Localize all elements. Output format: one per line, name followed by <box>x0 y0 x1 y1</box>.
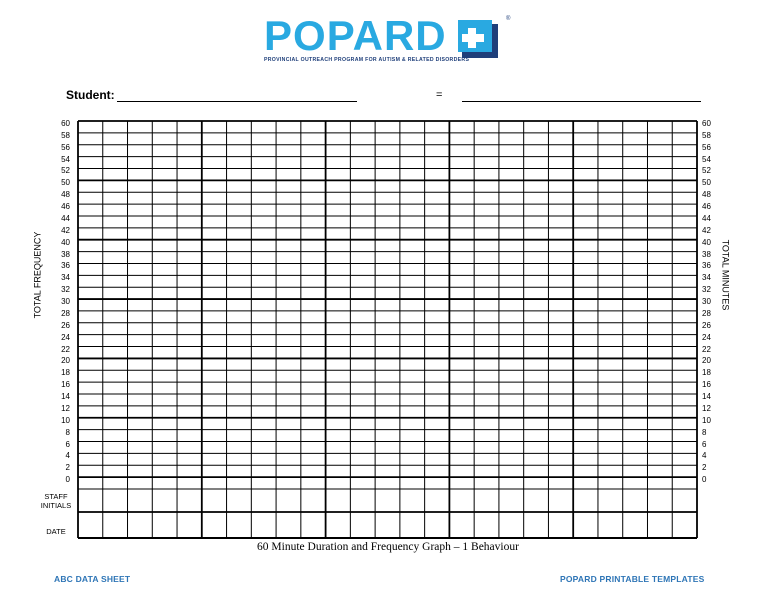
total-minutes-axis-label: TOTAL MINUTES <box>720 239 731 311</box>
right-axis-tick-label: 30 <box>702 297 711 307</box>
left-axis-tick-label: 40 <box>61 237 70 247</box>
left-axis-tick-label: 42 <box>61 225 70 235</box>
right-axis-tick-label: 46 <box>702 202 711 212</box>
total-frequency-axis-label: TOTAL FREQUENCY <box>32 231 43 319</box>
right-axis-tick-label: 4 <box>702 451 707 461</box>
left-axis-tick-label: 30 <box>61 297 70 307</box>
right-axis-tick-label: 16 <box>702 380 711 390</box>
left-axis-tick-label: 18 <box>61 368 70 378</box>
right-axis-tick-label: 52 <box>702 166 711 176</box>
right-axis-tick-label: 24 <box>702 332 711 342</box>
right-axis-tick-label: 26 <box>702 320 711 330</box>
staff-label-line2: INITIALS <box>40 501 72 510</box>
right-axis-tick-label: 2 <box>702 463 707 473</box>
right-axis-tick-label: 58 <box>702 130 711 140</box>
left-axis-tick-label: 32 <box>61 285 70 295</box>
right-axis-tick-label: 60 <box>702 119 711 128</box>
right-axis-tick-label: 10 <box>702 415 711 425</box>
staff-initials-label <box>38 492 74 510</box>
right-axis-tick-label: 42 <box>702 225 711 235</box>
left-axis-tick-label: 44 <box>61 213 70 223</box>
left-axis-tick-label: 6 <box>65 439 70 449</box>
left-axis-tick-label: 36 <box>61 261 70 271</box>
trademark-symbol: ® <box>506 16 511 22</box>
left-axis-tick-label: 50 <box>61 178 70 188</box>
right-axis-tick-label: 12 <box>702 403 711 413</box>
right-axis-tick-label: 0 <box>702 475 707 485</box>
left-axis-tick-label: 24 <box>61 332 70 342</box>
right-axis-tick-label: 8 <box>702 427 707 437</box>
left-axis-tick-label: 26 <box>61 320 70 330</box>
right-axis-tick-label: 14 <box>702 392 711 402</box>
left-axis-tick-label: 4 <box>65 451 70 461</box>
left-axis-tick-label: 54 <box>61 154 70 164</box>
right-axis-tick-label: 40 <box>702 237 711 247</box>
left-axis-tick-label: 28 <box>61 308 70 318</box>
right-axis-tick-label: 44 <box>702 213 711 223</box>
date-label: DATE <box>46 527 66 536</box>
left-axis-tick-label: 8 <box>65 427 70 437</box>
left-axis-tick-label: 58 <box>61 130 70 140</box>
logo-tagline: PROVINCIAL OUTREACH PROGRAM FOR AUTISM & RELATED DISORDERS <box>264 57 470 63</box>
left-axis-tick-label: 34 <box>61 273 70 283</box>
right-axis-tick-label: 6 <box>702 439 707 449</box>
staff-label-line1: STAFF <box>44 492 68 501</box>
footer-right-text: POPARD PRINTABLE TEMPLATES <box>560 574 705 584</box>
left-axis-tick-label: 10 <box>61 415 70 425</box>
left-axis-tick-label: 16 <box>61 380 70 390</box>
left-axis-tick-label: 60 <box>61 119 70 128</box>
right-axis-tick-label: 32 <box>702 285 711 295</box>
logo-wordmark: POPARD <box>264 12 447 59</box>
right-axis-tick-label: 50 <box>702 178 711 188</box>
right-axis-tick-label: 36 <box>702 261 711 271</box>
left-axis-tick-label: 2 <box>65 463 70 473</box>
left-axis-tick-label: 56 <box>61 142 70 152</box>
left-axis-tick-label: 38 <box>61 249 70 259</box>
left-axis-tick-label: 48 <box>61 190 70 200</box>
left-axis-tick-label: 12 <box>61 403 70 413</box>
right-axis-tick-label: 22 <box>702 344 711 354</box>
equals-label: = <box>436 89 443 101</box>
right-axis-tick-label: 54 <box>702 154 711 164</box>
left-axis-tick-label: 22 <box>61 344 70 354</box>
right-axis-tick-label: 20 <box>702 356 711 366</box>
left-axis-tick-label: 0 <box>65 475 70 485</box>
graph-caption: 60 Minute Duration and Frequency Graph – 1 Behaviour <box>257 541 519 553</box>
right-axis-tick-label: 28 <box>702 308 711 318</box>
right-axis-tick-label: 48 <box>702 190 711 200</box>
right-axis-tick-label: 38 <box>702 249 711 259</box>
left-axis-tick-label: 14 <box>61 392 70 402</box>
left-axis-tick-label: 46 <box>61 202 70 212</box>
left-axis-tick-label: 20 <box>61 356 70 366</box>
footer-left-text: ABC DATA SHEET <box>54 574 131 584</box>
right-axis-tick-label: 56 <box>702 142 711 152</box>
right-axis-tick-label: 34 <box>702 273 711 283</box>
student-label: Student: <box>66 88 115 102</box>
right-axis-tick-label: 18 <box>702 368 711 378</box>
left-axis-tick-label: 52 <box>61 166 70 176</box>
